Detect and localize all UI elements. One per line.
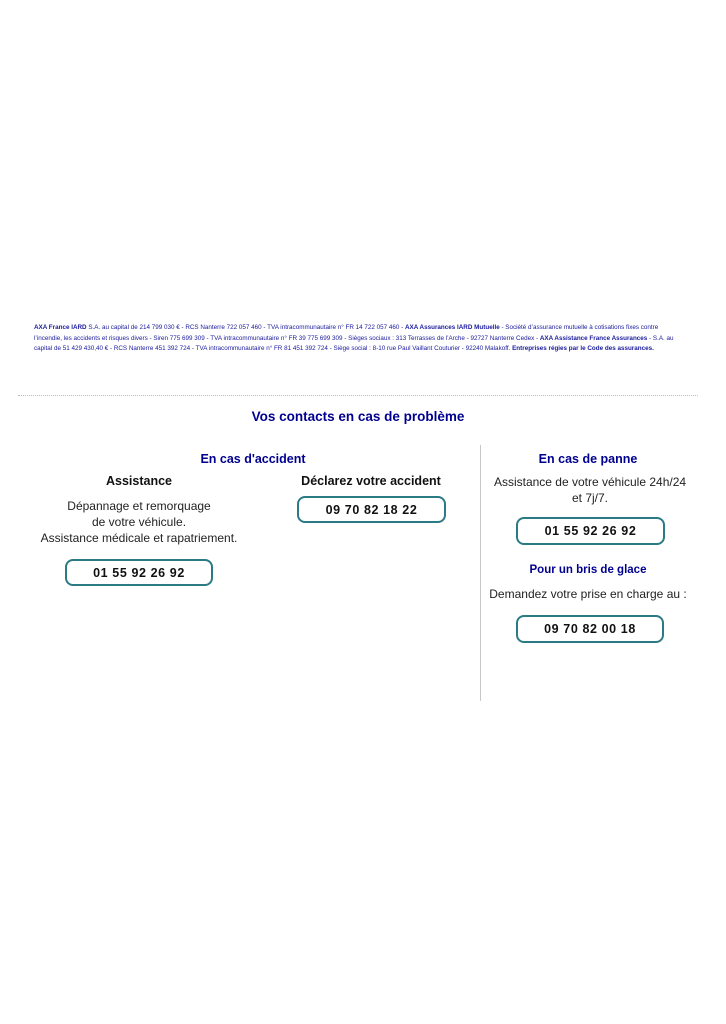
legal-company-1: AXA France IARD xyxy=(34,324,87,331)
assistance-line-1: Dépannage et remorquage xyxy=(67,499,211,513)
glace-phone-button[interactable]: 09 70 82 00 18 xyxy=(516,615,664,643)
legal-text-1: S.A. au capital de 214 799 030 € - RCS Nanterre 722 057 460 - TVA intracommunautaire n° FR 14 722 057 460 - xyxy=(86,324,405,331)
contacts-heading: Vos contacts en cas de problème xyxy=(251,409,465,424)
glace-title: Pour un bris de glace xyxy=(529,564,647,576)
panne-description xyxy=(486,474,694,506)
panne-phone-button[interactable]: 01 55 92 26 92 xyxy=(516,517,665,545)
panne-line-2: et 7j/7. xyxy=(571,491,609,505)
legal-text-2: - Société d’assurance mutuelle à cotisations fixes contre l’incendie, les accidents et risques divers - Siren 775 699 309 - TVA intracommunautaire n° FR 39 775 699 309 - Sièges sociaux : 313 Terrasses de l’Arche - 92727 Nanterre Cedex - xyxy=(34,324,659,342)
legal-notice xyxy=(34,323,684,355)
declare-accident-title: Déclarez votre accident xyxy=(301,474,441,488)
legal-text-3: - S.A. au capital de 51 429 430,40 € - RCS Nanterre 451 392 724 - TVA intracommunautaire n° FR 81 451 392 724 - Siège social : 8-10 rue Paul Vaillant Couturier - 92240 Malakoff. xyxy=(34,334,674,352)
assistance-phone-button[interactable]: 01 55 92 26 92 xyxy=(65,559,213,586)
panne-title: En cas de panne xyxy=(538,452,638,466)
glace-description: Demandez votre prise en charge au : xyxy=(489,587,687,601)
assistance-line-3: Assistance médicale et rapatriement. xyxy=(40,531,238,545)
assistance-line-2: de votre véhicule. xyxy=(91,515,187,529)
declare-accident-phone-button[interactable]: 09 70 82 18 22 xyxy=(297,496,446,523)
legal-company-2: AXA Assurances IARD Mutuelle xyxy=(404,324,500,331)
accident-title: En cas d'accident xyxy=(200,452,306,466)
panne-line-1: Assistance de votre véhicule 24h/24 xyxy=(493,475,687,489)
assistance-title: Assistance xyxy=(105,474,172,488)
column-divider xyxy=(480,445,481,701)
dotted-separator xyxy=(18,395,698,396)
assistance-description xyxy=(20,498,258,546)
legal-company-3: AXA Assistance France Assurances xyxy=(539,334,648,342)
legal-regulation: Entreprises régies par le Code des assurances. xyxy=(512,345,654,352)
